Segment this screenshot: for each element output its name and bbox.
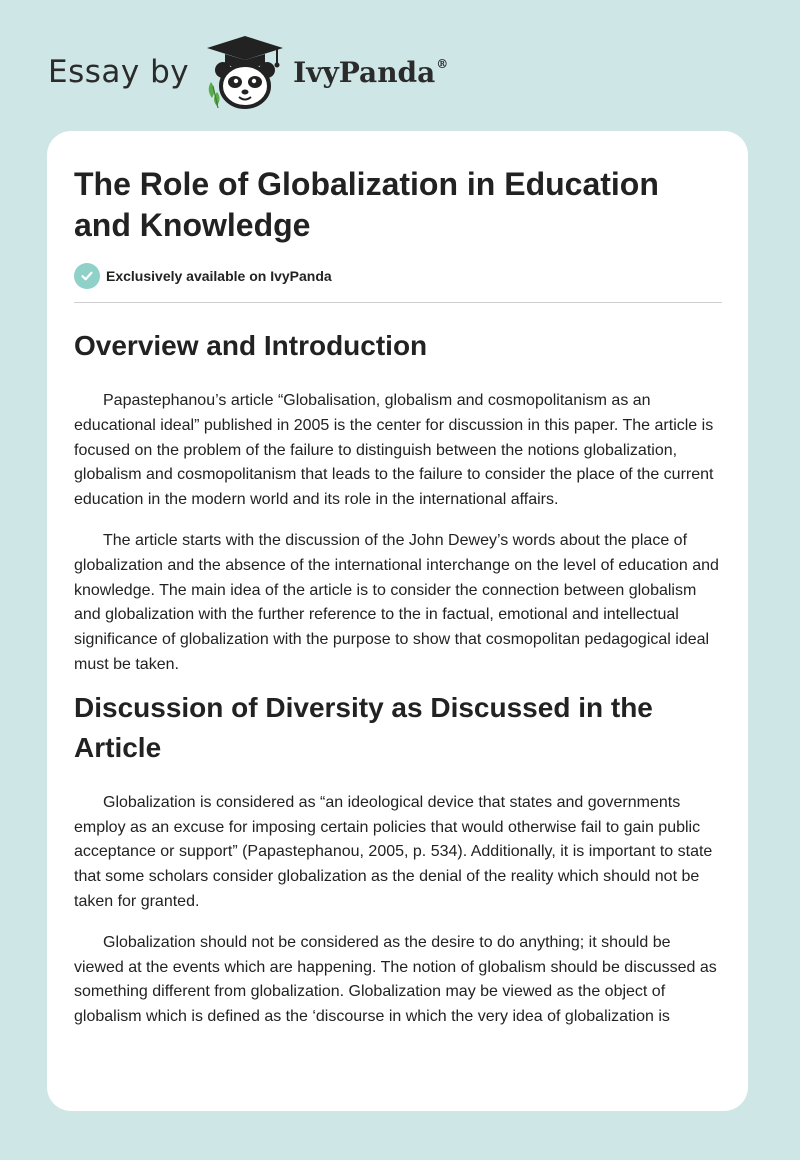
checkmark-icon — [74, 263, 100, 289]
section-heading-diversity: Discussion of Diversity as Discussed in the Article — [74, 691, 653, 763]
page-title: The Role of Globalization in Education and Knowledge — [74, 166, 659, 243]
paragraph: Papastephanou’s article “Globalisation, globalism and cosmopolitanism as an educational ideal” published in 2005 is the center for discussion in this paper. The article is focused on the problem of the failure to distinguish between the notions globalization, globalism and cosmopolitanism that leads to the failure to consider the place of the current education in the modern world and its role in the international affairs. — [74, 392, 714, 509]
site-header — [48, 32, 448, 112]
article-card — [47, 131, 748, 1111]
exclusive-badge — [74, 262, 722, 290]
registered-mark: ® — [436, 56, 449, 71]
divider — [74, 302, 722, 303]
panda-graduate-logo-icon — [203, 34, 287, 110]
paragraph: Globalization is considered as “an ideological device that states and governments employ as an excuse for imposing certain policies that would otherwise fail to gain public acceptance or support” (Papastephanou, 2005, p. 534). Additionally, it is important to state that some scholars consider globalization as the denial of the reality which should not be taken for granted. — [74, 793, 713, 910]
exclusive-label: Exclusively available on IvyPanda — [106, 268, 332, 284]
paragraph: Globalization should not be considered as the desire to do anything; it should be viewed at the events which are happening. The notion of globalism should be discussed as something different from globalization. Globalization may be viewed as the object of globalism which is defined as the ‘discourse in which the very idea of globalization is — [74, 933, 717, 1026]
paragraph: The article starts with the discussion of the John Dewey’s words about the place of globalization and the absence of the international interchange on the level of education and knowledge. The main idea of the article is to consider the connection between globalism and globalization with the further reference to the in factual, emotional and intellectual significance of globalization with the purpose to show that cosmopolitan pedagogical ideal must be taken. — [74, 531, 719, 673]
section-heading-overview: Overview and Introduction — [74, 330, 428, 361]
brand-name[interactable]: IvyPanda® — [293, 55, 449, 89]
brand-prefix: Essay by — [48, 54, 190, 90]
